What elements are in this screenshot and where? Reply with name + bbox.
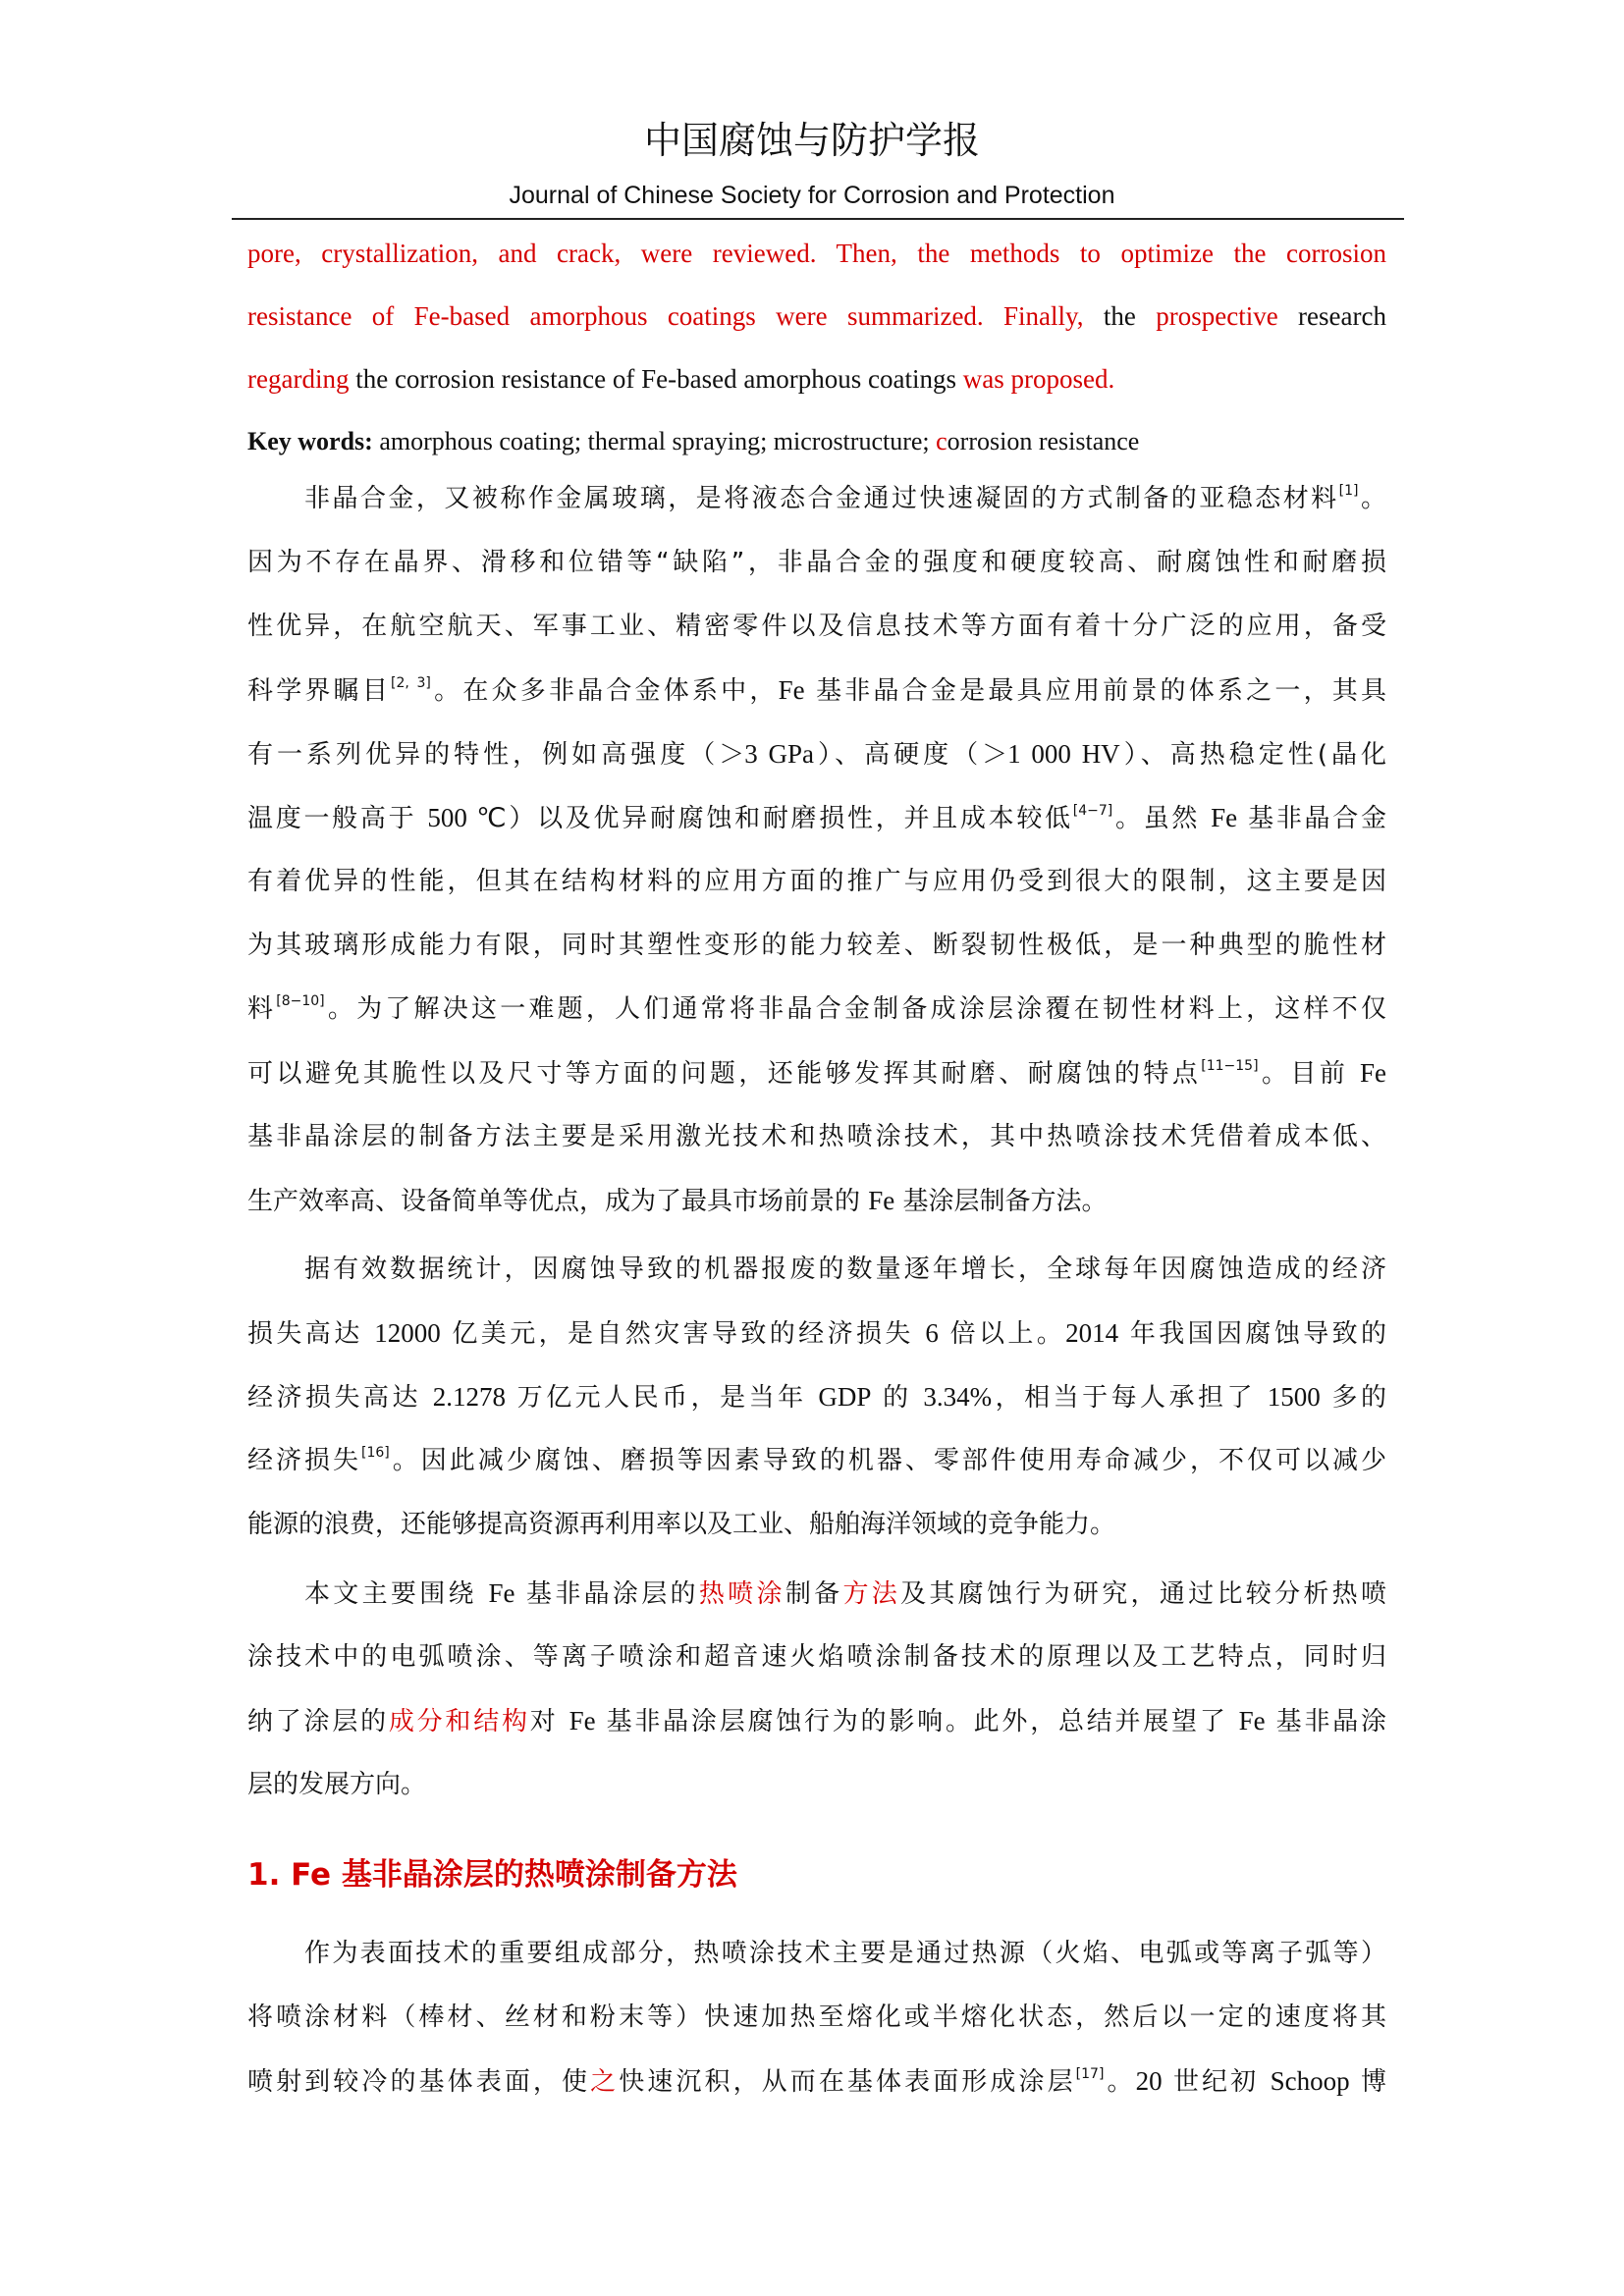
p1-line-9: 料[8−10]。为了解决这一难题，人们通常将非晶合金制备成涂层涂覆在韧性材料上，这样不仅 [247, 993, 1386, 1024]
p1-line-10: 可以避免其脆性以及尺寸等方面的问题，还能够发挥其耐磨、耐腐蚀的特点[11−15]。目前 Fe [247, 1058, 1386, 1089]
p2-line-5: 能源的浪费，还能够提高资源再利用率以及工业、船舶海洋领域的竞争能力。 [247, 1510, 1116, 1539]
p2-line-2: 损失高达 12000 亿美元，是自然灾害导致的经济损失 6 倍以上。2014 年我国因腐蚀导致的 [247, 1318, 1387, 1349]
journal-title-cn: 中国腐蚀与防护学报 [643, 119, 980, 162]
p2-line-3: 经济损失高达 2.1278 万亿元人民币，是当年 GDP 的 3.34%，相当于每人承担了 1500 多的 [247, 1382, 1387, 1413]
p1-line-4: 科学界瞩目[2, 3]。在众多非晶合金体系中，Fe 基非晶合金是最具应用前景的体系之一，其具 [247, 675, 1387, 706]
p1-line-8: 为其玻璃形成能力有限，同时其塑性变形的能力较差、断裂韧性极低，是一种典型的脆性材 [247, 931, 1386, 960]
p1-line-12: 生产效率高、设备简单等优点，成为了最具市场前景的 Fe 基涂层制备方法。 [247, 1186, 1108, 1216]
p4-line-1: 作为表面技术的重要组成部分，热喷涂技术主要是通过热源（火焰、电弧或等离子弧等） [304, 1939, 1386, 1968]
p1-line-2: 因为不存在晶界、滑移和位错等“缺陷”，非晶合金的强度和硬度较高、耐腐蚀性和耐磨损 [247, 548, 1386, 577]
p1-line-5: 有一系列优异的特性，例如高强度（＞3 GPa）、高硬度（＞1 000 HV）、高热稳定性(晶化 [247, 739, 1386, 770]
abstract-line-1: pore, crystallization, and crack, were reviewed. Then, the methods to optimize the corrosion [247, 239, 1386, 268]
p4-line-2: 将喷涂材料（棒材、丝材和粉末等）快速加热至熔化或半熔化状态，然后以一定的速度将其 [247, 2002, 1386, 2032]
p1-line-3: 性优异，在航空航天、军事工业、精密零件以及信息技术等方面有着十分广泛的应用，备受 [247, 612, 1386, 641]
p3-line-2: 涂技术中的电弧喷涂、等离子喷涂和超音速火焰喷涂制备技术的原理以及工艺特点，同时归 [247, 1642, 1386, 1672]
section-heading-1: 1. Fe 基非晶涂层的热喷涂制备方法 [247, 1857, 737, 1893]
p1-line-7: 有着优异的性能，但其在结构材料的应用方面的推广与应用仍受到很大的限制，这主要是因 [247, 867, 1386, 896]
p1-line-1: 非晶合金，又被称作金属玻璃，是将液态合金通过快速凝固的方式制备的亚稳态材料[1]。 [304, 483, 1386, 513]
p1-line-11: 基非晶涂层的制备方法主要是采用激光技术和热喷涂技术，其中热喷涂技术凭借着成本低、 [247, 1122, 1386, 1151]
p3-line-3: 纳了涂层的成分和结构对 Fe 基非晶涂层腐蚀行为的影响。此外，总结并展望了 Fe 基非晶涂 [247, 1706, 1386, 1736]
p3-line-4: 层的发展方向。 [247, 1770, 427, 1799]
p2-line-1: 据有效数据统计，因腐蚀导致的机器报废的数量逐年增长，全球每年因腐蚀造成的经济 [304, 1255, 1386, 1284]
p1-line-6: 温度一般高于 500 ℃）以及优异耐腐蚀和耐磨损性，并且成本较低[4−7]。虽然 Fe 基非晶合金 [247, 803, 1386, 833]
p3-line-1: 本文主要围绕 Fe 基非晶涂层的热喷涂制备方法及其腐蚀行为研究，通过比较分析热喷 [304, 1578, 1386, 1609]
keywords-label: Key words: [247, 427, 373, 455]
abstract-line-2: resistance of Fe-based amorphous coatings were summarized. Finally, the prospective research [247, 301, 1386, 331]
journal-title-en: Journal of Chinese Society for Corrosion and Protection [509, 182, 1115, 209]
header-rule [232, 218, 1404, 220]
abstract-line-3: regarding the corrosion resistance of Fe-based amorphous coatings was proposed. [247, 364, 1115, 394]
p2-line-4: 经济损失[16]。因此减少腐蚀、磨损等因素导致的机器、零部件使用寿命减少，不仅可以减少 [247, 1445, 1386, 1475]
p4-line-3: 喷射到较冷的基体表面，使之快速沉积，从而在基体表面形成涂层[17]。20 世纪初 Schoop 博 [247, 2066, 1386, 2097]
keywords: Key words: amorphous coating; thermal spraying; microstructure; corrosion resistance [247, 427, 1140, 455]
